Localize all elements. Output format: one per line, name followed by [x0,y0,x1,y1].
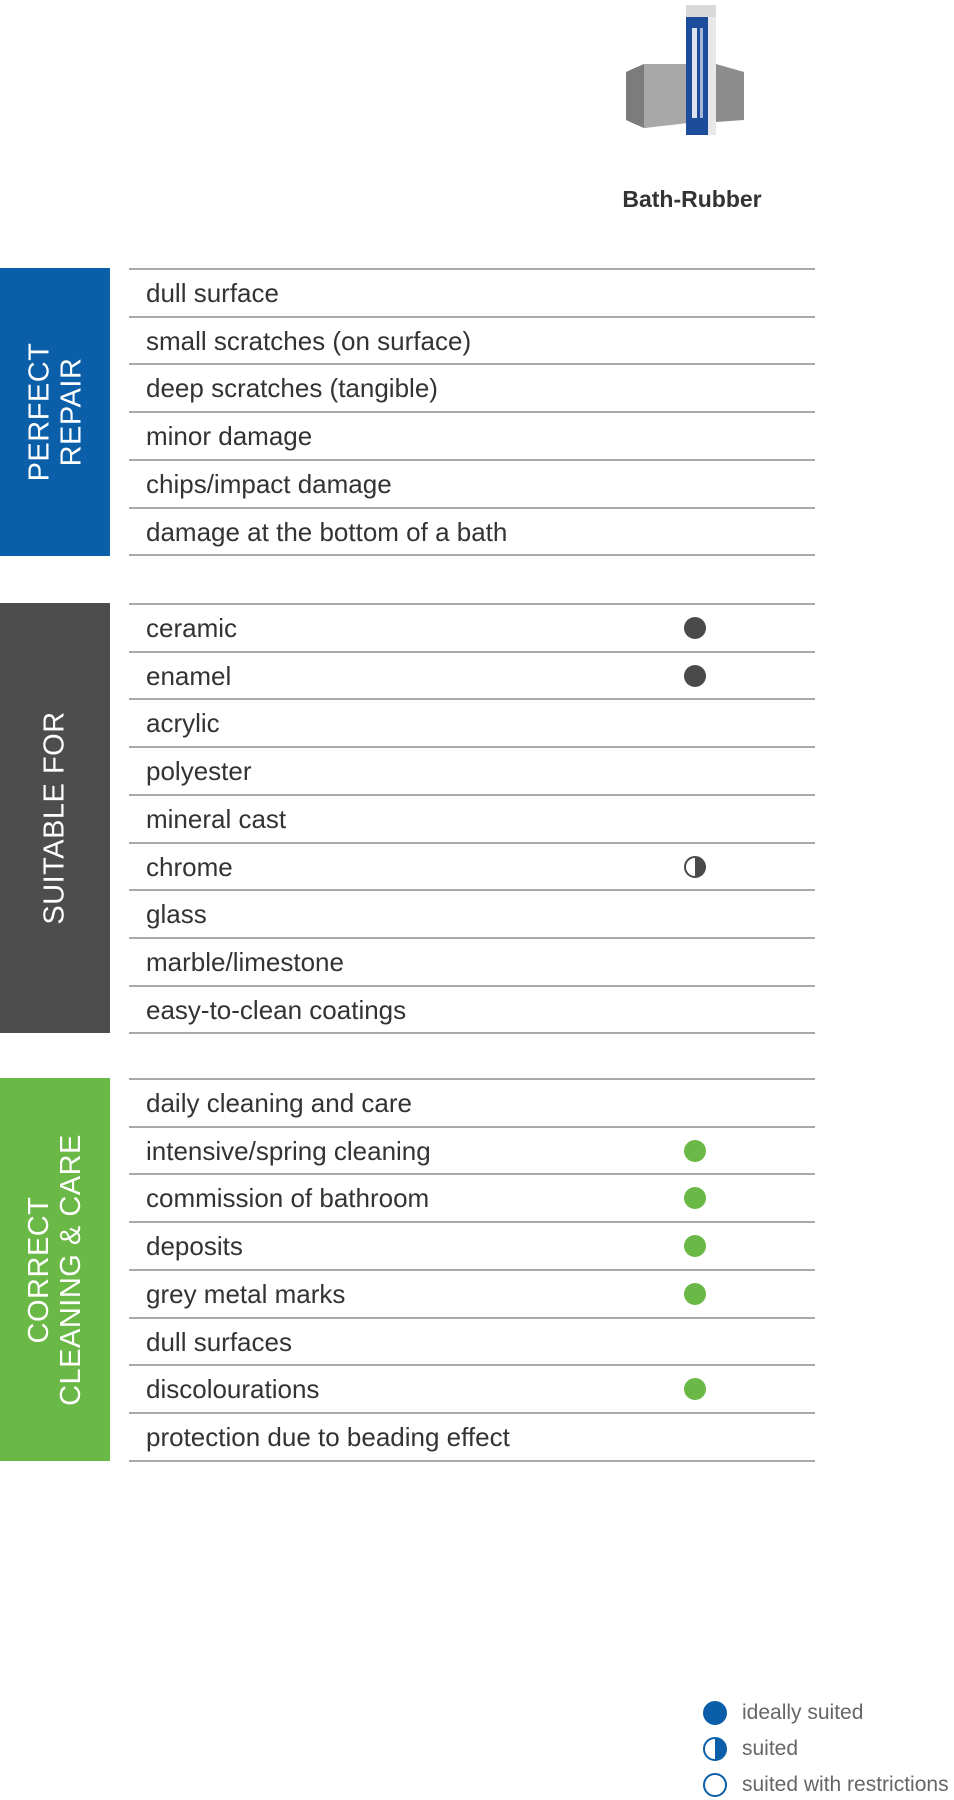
table-row-label: dull surfaces [146,1326,292,1357]
table-row-label: daily cleaning and care [146,1088,412,1118]
rating-dot-green [684,1378,706,1400]
legend-label: ideally suited [742,1701,864,1724]
section-label-perfect-repair [23,343,87,482]
table-row-label: deposits [146,1231,243,1262]
section-label-suitable-for [39,711,71,924]
section-label-line: SUITABLE FOR [39,711,71,925]
legend-symbol-suited-icon [703,1737,727,1761]
section-label-line: REPAIR [55,357,87,467]
legend-item [703,1736,798,1762]
legend-symbol-restrict-icon [703,1773,727,1797]
rating-dot-full [684,665,706,687]
table-row-label: damage at the bottom of a bath [146,516,508,547]
table-row-label: discolourations [146,1374,320,1405]
legend-label: suited with restrictions [742,1773,949,1796]
table-row-label: chrome [146,851,233,882]
section-label-line: CLEANING & CARE [55,1133,88,1406]
table-row-label: grey metal marks [146,1278,346,1309]
rating-dot-green [684,1140,706,1162]
section-band-correct-cleaning [0,1078,110,1461]
table-row-label: mineral cast [146,803,287,834]
product-name: Bath-Rubber [622,186,762,212]
row-divider [129,1032,815,1034]
rating-dot-full [684,617,706,639]
section-band-perfect-repair [0,268,110,556]
rating-dot-green [684,1235,706,1257]
table-row-label: chips/impact damage [146,468,392,499]
section-label-line: PERFECT [23,342,55,482]
legend-item [703,1700,863,1726]
section-band-suitable-for [0,603,110,1033]
section-label-line: CORRECT [23,1196,56,1343]
table-row-label: polyester [146,756,252,787]
table-row-label: dull surface [146,278,279,308]
section-label-correct-cleaning [23,1134,87,1406]
table-row-label: commission of bathroom [146,1183,430,1214]
legend-label: suited [742,1737,799,1760]
table-row-label: acrylic [146,708,220,739]
table-row-label: marble/limestone [146,946,344,977]
legend-symbol-ideal-icon [703,1701,727,1725]
table-row-label: ceramic [146,613,238,643]
legend-item [703,1772,949,1798]
table-row-label: intensive/spring cleaning [146,1135,431,1166]
table-row-label: small scratches (on surface) [146,325,472,356]
row-divider [129,1460,815,1462]
table-row-label: deep scratches (tangible) [146,373,438,404]
table-row-label: glass [146,899,207,930]
table-row-label: easy-to-clean coatings [146,994,407,1025]
product-image [618,0,748,140]
rating-dot-half [684,856,706,878]
rating-dot-green [684,1187,706,1209]
table-row-label: minor damage [146,421,313,452]
row-divider [129,554,815,556]
rating-dot-green [684,1283,706,1305]
table-row-label: enamel [146,660,232,691]
table-row-label: protection due to beading effect [146,1421,510,1452]
